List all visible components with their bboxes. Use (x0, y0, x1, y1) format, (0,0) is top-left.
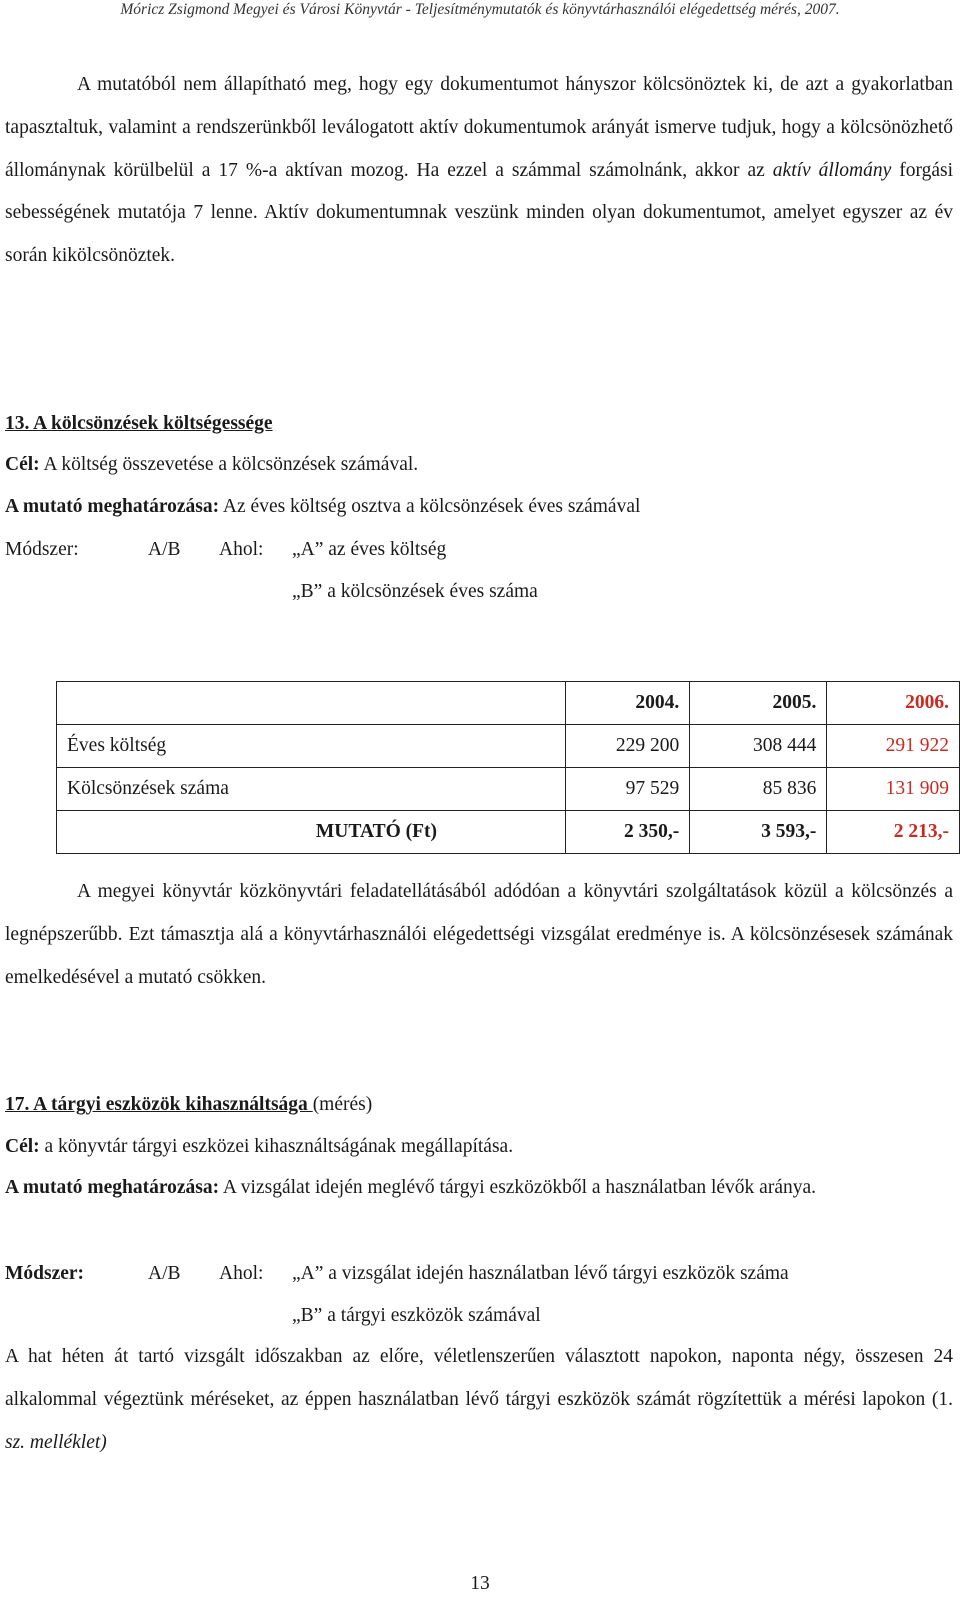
row-label: MUTATÓ (Ft) (57, 811, 566, 854)
cost-table (56, 681, 960, 854)
row-value-2004: 97 529 (566, 768, 690, 811)
section17-title-main: 17. A tárgyi eszközök kihasználtsága (5, 1094, 313, 1115)
section13-definition-text: Az éves költség osztva a kölcsönzések éves számával (219, 496, 641, 517)
row-value-2005: 85 836 (690, 768, 827, 811)
intro-paragraph (5, 64, 953, 278)
row-value-2006: 2 213,- (827, 811, 960, 854)
table-header-2006: 2006. (827, 682, 960, 725)
intro-text-2: forgási sebességének mutatója 7 lenne. Aktív dokumentumnak veszünk minden olyan dokumentumot, amelyet egyszer az év során kikölcsönöztek. (5, 159, 953, 267)
table-header-empty (57, 682, 566, 725)
section17-body (5, 1336, 953, 1464)
section17-goal-label: Cél: (5, 1136, 40, 1157)
section17-where-b: „B” a tárgyi eszközök számával (292, 1305, 541, 1326)
row-value-2006: 291 922 (827, 725, 960, 768)
row-value-2004: 2 350,- (566, 811, 690, 854)
intro-italic: aktív állomány (772, 159, 892, 181)
page-header: Móricz Zsigmond Megyei és Városi Könyvtár - Teljesítménymutatók és könyvtárhasználói elégedettség mérés, 2007. (120, 1, 840, 18)
section17-definition-text: A vizsgálat idején meglévő tárgyi eszközökből a használatban lévők aránya. (219, 1177, 817, 1198)
section13-definition (5, 495, 640, 519)
row-value-2005: 3 593,- (690, 811, 827, 854)
page-number: 13 (470, 1573, 490, 1594)
table-header-row (57, 682, 960, 725)
table-header-2004: 2004. (566, 682, 690, 725)
section13-definition-label: A mutató meghatározása: (5, 496, 220, 517)
section17-where-a: „A” a vizsgálat idején használatban lévő tárgyi eszközök száma (292, 1263, 789, 1284)
table-row (57, 811, 960, 854)
row-value-2006: 131 909 (827, 768, 960, 811)
row-label: Éves költség (57, 725, 566, 768)
section13-method-label: Módszer: (5, 539, 79, 560)
section13-goal (5, 453, 418, 477)
section17-goal (5, 1135, 513, 1159)
section17-where-label: Ahol: (219, 1263, 264, 1284)
section17-body-italic: sz. melléklet) (5, 1431, 107, 1453)
section13-title: 13. A kölcsönzések költségessége (5, 413, 273, 434)
section17-definition-label: A mutató meghatározása: (5, 1177, 220, 1198)
section13-where-label: Ahol: (219, 539, 264, 560)
section17-goal-text: a könyvtár tárgyi eszközei kihasználtságának megállapítása. (39, 1136, 514, 1157)
section13-where-b: „B” a kölcsönzések éves száma (292, 581, 538, 602)
section17-method-formula: A/B (148, 1263, 181, 1284)
section13-goal-label: Cél: (5, 454, 40, 475)
section13-method-formula: A/B (148, 539, 181, 560)
after-table-paragraph: A megyei könyvtár közkönyvtári feladatellátásából adódóan a könyvtári szolgáltatások közül a kölcsönzés a legnépszerűbb. Ezt támasztja alá a könyvtárhasználói elégedettségi vizsgálat eredménye is. A kölcsönzésesek számának emelkedésével a mutató csökken. (5, 881, 953, 988)
intro-text-1: A mutatóból nem állapítható meg, hogy egy dokumentumot hányszor kölcsönöztek ki, de azt a gyakorlatban tapasztaltuk, valamint a rendszerünkből leválogatott aktív dokumentumok arányát ismerve tudjuk, hogy a kölcsönözhető állománynak körülbelül a 17 %-a aktívan mozog. Ha ezzel a számmal számolnánk, akkor az (5, 74, 953, 181)
table-header-2005: 2005. (690, 682, 827, 725)
row-value-2005: 308 444 (690, 725, 827, 768)
section17-method-label: Módszer: (5, 1263, 85, 1284)
row-label: Kölcsönzések száma (57, 768, 566, 811)
table-row (57, 768, 960, 811)
section17-title (5, 1093, 372, 1117)
section17-definition (5, 1167, 953, 1210)
section13-where-a: „A” az éves költség (292, 539, 447, 560)
section13-goal-text: A költség összevetése a kölcsönzések számával. (39, 454, 419, 475)
row-value-2004: 229 200 (566, 725, 690, 768)
section17-title-suffix: (mérés) (312, 1094, 373, 1115)
table-row (57, 725, 960, 768)
section17-body-text: A hat héten át tartó vizsgált időszakban az előre, véletlenszerűen választott napokon, naponta négy, összesen 24 alkalommal végeztünk méréseket, az éppen használatban lévő tárgyi eszközök számát rögzítettük a mérési lapokon (1. (5, 1346, 953, 1410)
